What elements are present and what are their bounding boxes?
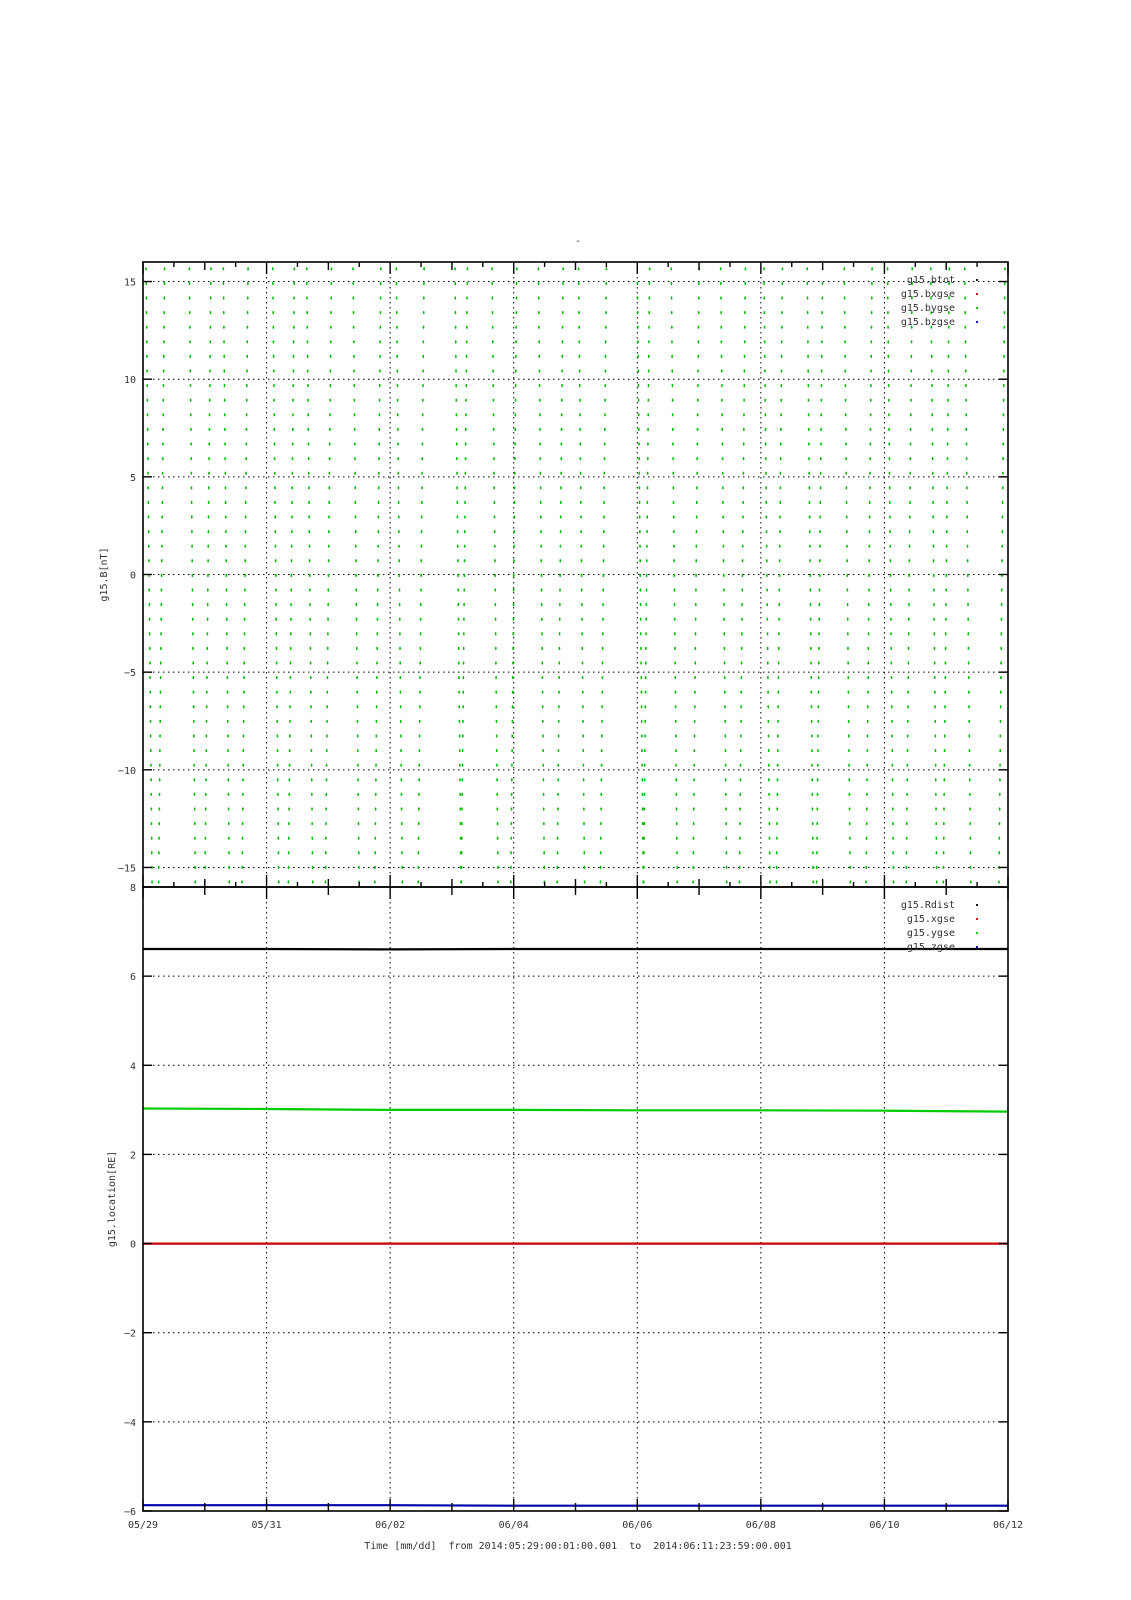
magnetic-field-panel — [99, 262, 1008, 887]
bygse-streak — [353, 268, 359, 883]
y-tick-label: 10 — [123, 375, 136, 387]
y-tick-label: 6 — [129, 972, 136, 984]
x-tick-label: 06/04 — [498, 1520, 529, 1531]
bygse-streak — [189, 268, 195, 883]
y-tick-label: −10 — [117, 765, 136, 777]
bygse-streak — [455, 268, 461, 883]
y-tick-label: −4 — [123, 1417, 136, 1429]
legend-label: g15.ygse — [906, 928, 955, 939]
bygse-streak — [644, 268, 650, 883]
bygse-streak — [906, 268, 912, 883]
bygse-streak — [807, 268, 813, 883]
panel2-grid — [143, 887, 1008, 1511]
bygse-streak — [205, 268, 211, 883]
bygse-streak — [693, 268, 699, 883]
y-tick-label: 0 — [129, 1239, 136, 1251]
legend-label: g15.bzgse — [900, 317, 955, 328]
legend-label: g15.zgse — [906, 942, 955, 953]
bygse-streak — [965, 268, 971, 883]
bygse-streak — [844, 268, 850, 883]
bygse-streak — [418, 268, 424, 883]
series-line-g15-ygse — [143, 1109, 1008, 1112]
bygse-streak — [325, 268, 331, 883]
x-tick-label: 06/02 — [375, 1520, 406, 1531]
bygse-streak — [764, 268, 770, 883]
y-tick-label: −15 — [117, 863, 136, 875]
bygse-streak — [223, 268, 229, 883]
x-tick-label: 06/10 — [869, 1520, 900, 1531]
panel2-ticks — [143, 887, 1008, 1511]
bygse-streak — [637, 268, 643, 883]
legend-marker — [976, 918, 978, 920]
panel2-frame — [143, 887, 1008, 1511]
panel2-y-axis-label: g15.location[RE] — [107, 1150, 118, 1248]
y-tick-label: 5 — [129, 472, 136, 484]
panel2-y-tick-labels — [124, 883, 136, 1518]
panel1-legend — [901, 275, 978, 328]
bygse-streak — [739, 268, 745, 883]
x-axis-label: Time [mm/dd] — [364, 1541, 437, 1552]
range-from-value: 2014:05:29:00:01:00.001 — [478, 1541, 618, 1552]
legend-marker — [976, 279, 978, 281]
legend-marker — [976, 932, 978, 934]
y-tick-label: −5 — [123, 668, 136, 680]
x-tick-label: 05/31 — [251, 1520, 282, 1531]
y-tick-label: 0 — [129, 570, 136, 582]
bygse-streak — [600, 268, 606, 883]
y-tick-label: 2 — [129, 1150, 136, 1162]
bygse-streak — [943, 268, 949, 883]
panel1-data — [146, 268, 1005, 883]
x-tick-label: 06/06 — [622, 1520, 653, 1531]
legend-marker — [976, 946, 978, 948]
y-tick-label: 8 — [129, 883, 136, 894]
legend-label: g15.xgse — [906, 914, 955, 925]
bygse-streak — [307, 268, 313, 883]
bygse-streak — [999, 268, 1005, 883]
bygse-streak — [866, 268, 872, 883]
legend-marker — [976, 293, 978, 295]
bygse-streak — [888, 268, 894, 883]
bygse-streak — [288, 268, 294, 883]
bygse-streak — [721, 268, 727, 883]
x-tick-label: 06/08 — [745, 1520, 776, 1531]
panel1-y-axis-label: g15.B[nT] — [99, 547, 110, 602]
panel2-x-tick-labels — [128, 1520, 1023, 1531]
range-to-value: 2014:06:11:23:59:00.001 — [653, 1541, 792, 1552]
bygse-streak — [671, 268, 677, 883]
bygse-streak — [511, 268, 517, 883]
bygse-streak — [579, 268, 585, 883]
bygse-streak — [242, 268, 248, 883]
panel2-legend — [901, 900, 978, 953]
bygse-streak — [817, 268, 823, 883]
bygse-streak — [557, 268, 563, 883]
x-tick-label: 05/29 — [127, 1520, 159, 1531]
legend-label: g15.bygse — [900, 303, 955, 314]
panel1-y-tick-labels — [118, 278, 136, 875]
bygse-streak — [396, 268, 402, 883]
legend-marker — [976, 904, 978, 906]
legend-label: g15.bxgse — [900, 289, 955, 300]
bygse-streak — [375, 268, 381, 883]
bygse-streak — [146, 268, 152, 883]
bygse-streak — [776, 268, 782, 883]
bygse-streak — [461, 268, 467, 883]
bygse-streak — [538, 268, 544, 883]
bygse-streak — [492, 268, 498, 883]
legend-marker — [976, 321, 978, 323]
bygse-streak — [273, 268, 279, 883]
legend-marker — [976, 307, 978, 309]
y-tick-label: −6 — [123, 1507, 136, 1518]
x-axis-footer — [364, 1541, 792, 1552]
x-tick-label: 06/12 — [992, 1520, 1024, 1531]
bygse-streak — [159, 268, 165, 883]
range-to-label: to — [629, 1541, 642, 1552]
y-tick-label: 4 — [129, 1061, 136, 1073]
panel1-grid — [143, 262, 1008, 887]
y-tick-label: 15 — [123, 277, 136, 289]
legend-label: g15.btot — [906, 275, 955, 286]
chart-title-mark: - — [574, 236, 582, 247]
range-from-label: from — [448, 1541, 473, 1552]
location-panel — [107, 883, 1023, 1531]
legend-label: g15.Rdist — [900, 900, 955, 911]
bygse-streak — [931, 268, 937, 883]
y-tick-label: −2 — [123, 1328, 136, 1340]
